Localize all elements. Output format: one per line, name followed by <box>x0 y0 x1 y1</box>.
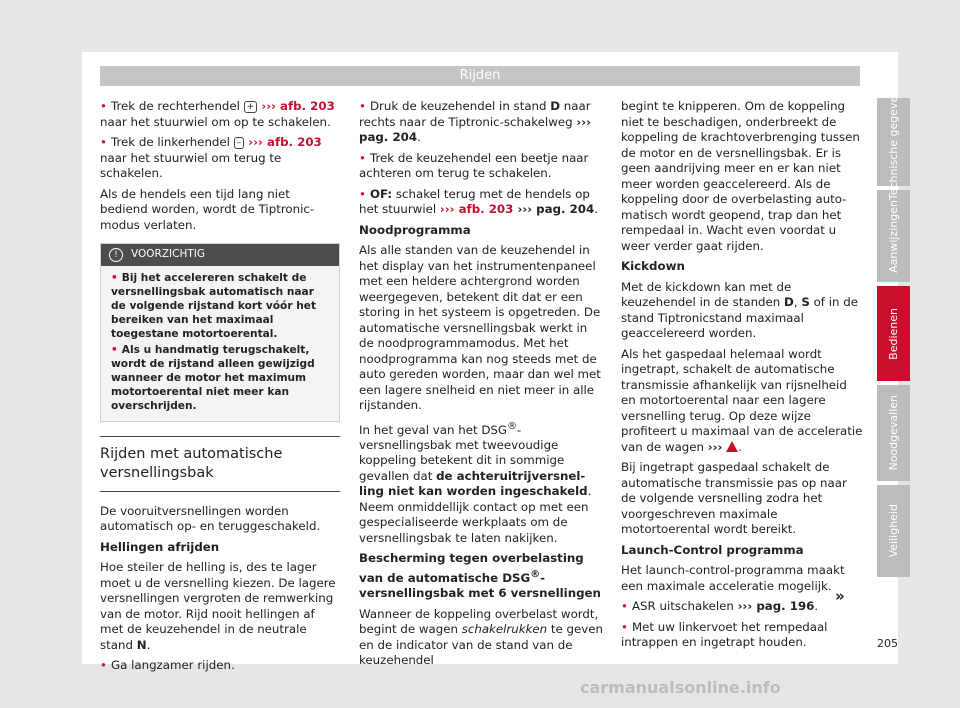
tab-aanwijzingen[interactable]: Aanwijzingen <box>877 190 910 282</box>
paragraph: Bij ingetrapt gaspedaal schakelt de automatische transmissie pas op naar de volgende versnelling zodra het voorgeschreven maximale motortoerental wordt bereikt. <box>621 460 847 536</box>
plus-key-icon: + <box>244 101 258 113</box>
warning-icon: ! <box>109 248 123 262</box>
figure-link[interactable]: ››› afb. 203 <box>439 202 514 216</box>
column-1 <box>100 99 340 679</box>
subheading: Bescherming tegen overbelasting van de automatische DSG®-versnellingsbak met 6 versnellingen <box>359 551 601 601</box>
paragraph: • Trek de linkerhendel – ››› afb. 203 naar het stuurwiel om terug te schakelen. <box>100 135 340 182</box>
page-link[interactable]: ››› pag. 196 <box>737 599 815 613</box>
paragraph: Het launch-control-programma maakt een maximale acceleratie mogelijk. <box>621 563 845 593</box>
column-2 <box>359 99 603 674</box>
minus-key-icon: – <box>234 137 245 149</box>
paragraph: De vooruitversnellingen worden automatisch op- en teruggeschakeld. <box>100 503 321 533</box>
page-link[interactable]: ››› pag. 204 <box>513 202 595 216</box>
paragraph: • Trek de rechterhendel + ››› afb. 203 naar het stuurwiel om op te schakelen. <box>100 99 340 130</box>
page-number: 205 <box>877 637 898 650</box>
subheading: Launch-Control programma <box>621 542 804 557</box>
tab-technische-gegevens[interactable]: Technische gegevens <box>877 98 910 186</box>
warning-item: • Als u handmatig terugschakelt, wordt de rijstand alleen gewijzigd wanneer de motor het maximum motortoerental niet meer kan overschrijden. <box>111 343 329 413</box>
warning-triangle-icon <box>726 441 738 452</box>
continued-icon: » <box>835 587 845 605</box>
paragraph: • OF: schakel terug met de hendels op het stuurwiel ››› afb. 203 ››› pag. 204. <box>359 187 603 218</box>
tab-veiligheid[interactable]: Veiligheid <box>877 485 910 577</box>
chapter-tabs <box>877 83 910 581</box>
paragraph: Wanneer de koppeling overbelast wordt, begint de wagen schakelrukken te geven en de indicator van de stand van de keuzehendel <box>359 606 604 668</box>
paragraph: • Trek de keuzehendel een beetje naar achteren om terug te schakelen. <box>359 151 603 182</box>
paragraph: Als alle standen van de keuzehendel in het display van het instrumentenpaneel met een heldere achtergrond worden weergegeven, betekent dit dat er een storing in het systeem is opgetreden. De automatische versnellingsbak werkt in de noodprogrammamodus. Met het noodprogramma kan nog steeds met de auto gereden worden, maar dan wel met een lagere snelheid en niet meer in alle rijstanden. <box>359 243 601 412</box>
paragraph: In het geval van het DSG®-versnellingsbak met tweevoudige koppeling betekent dit in sommige gevallen dat de achteruitrijversnelling niet kan worden ingeschakeld. Neem onmiddellijk contact op met een gespecialiseerde werkplaats om de versnellingsbak te laten nakijken. <box>359 420 592 545</box>
paragraph: Hoe steiler de helling is, des te lager moet u de versnelling kiezen. De lagere versnellingen vergroten de remwerking van de motor. Rijd nooit hellingen af met de keuzehendel in de neutrale stand N. <box>100 560 336 652</box>
subheading: Hellingen afrijden <box>100 539 220 554</box>
paragraph: Met de kickdown kan met de keuzehendel in de standen D, S of in de stand Tiptronicstand maximaal geaccelereerd worden. <box>621 279 858 340</box>
page-header: Rijden <box>100 66 860 86</box>
subheading: Kickdown <box>621 259 685 273</box>
warning-title: ! VOORZICHTIG <box>101 244 339 266</box>
paragraph: • Met uw linkervoet het rempedaal intrappen en ingetrapt houden. <box>621 620 863 651</box>
tab-noodgevallen[interactable]: Noodgevallen <box>877 385 910 481</box>
warning-body <box>101 266 339 421</box>
paragraph: • Ga langzamer rijden. <box>100 658 340 674</box>
paragraph: begint te knipperen. Om de koppeling niet te beschadigen, onderbreekt de koppeling de krachtoverbrenging tussen de motor en de versnellingsbak. Er is geen aandrijving meer en er kan niet meer worden geaccelereerd. Als de koppeling door de overbelasting automatisch wordt geopend, trap dan het rempedaal in. Wacht even voordat u weer verder gaat rijden. <box>621 99 860 253</box>
warning-box <box>100 243 340 422</box>
warning-link[interactable]: ››› <box>707 439 723 454</box>
paragraph: Als het gaspedaal helemaal wordt ingetrapt, schakelt de automatische transmissie afhankelijk van rijsnelheid en motortoerental naar een lagere versnelling terug. Op deze wijze profiteert u maximaal van de acceleratie van de wagen ››› . <box>621 346 863 454</box>
paragraph: • ASR uitschakelen ››› pag. 196. <box>621 599 863 615</box>
tab-bedienen[interactable]: Bedienen <box>877 286 910 381</box>
page-link[interactable]: ››› pag. 204 <box>359 114 591 144</box>
watermark: carmanualsonline.info <box>580 678 781 697</box>
figure-link[interactable]: ››› afb. 203 <box>257 99 335 113</box>
column-3 <box>621 99 863 656</box>
paragraph: • Druk de keuzehendel in stand D naar rechts naar de Tiptronic-schakelweg ››› pag. 204. <box>359 99 603 146</box>
subheading: Noodprogramma <box>359 222 471 237</box>
section-title: Rijden met automatische versnellingsbak <box>100 436 340 492</box>
warning-item: • Bij het accelereren schakelt de versnellingsbak automatisch naar de volgende rijstand kort vóór het bereiken van het maximaal toegestane motortoerental. <box>111 271 329 341</box>
figure-link[interactable]: ››› afb. 203 <box>244 135 322 149</box>
paragraph: Als de hendels een tijd lang niet bediend worden, wordt de Tiptronic-modus verlaten. <box>100 186 315 232</box>
